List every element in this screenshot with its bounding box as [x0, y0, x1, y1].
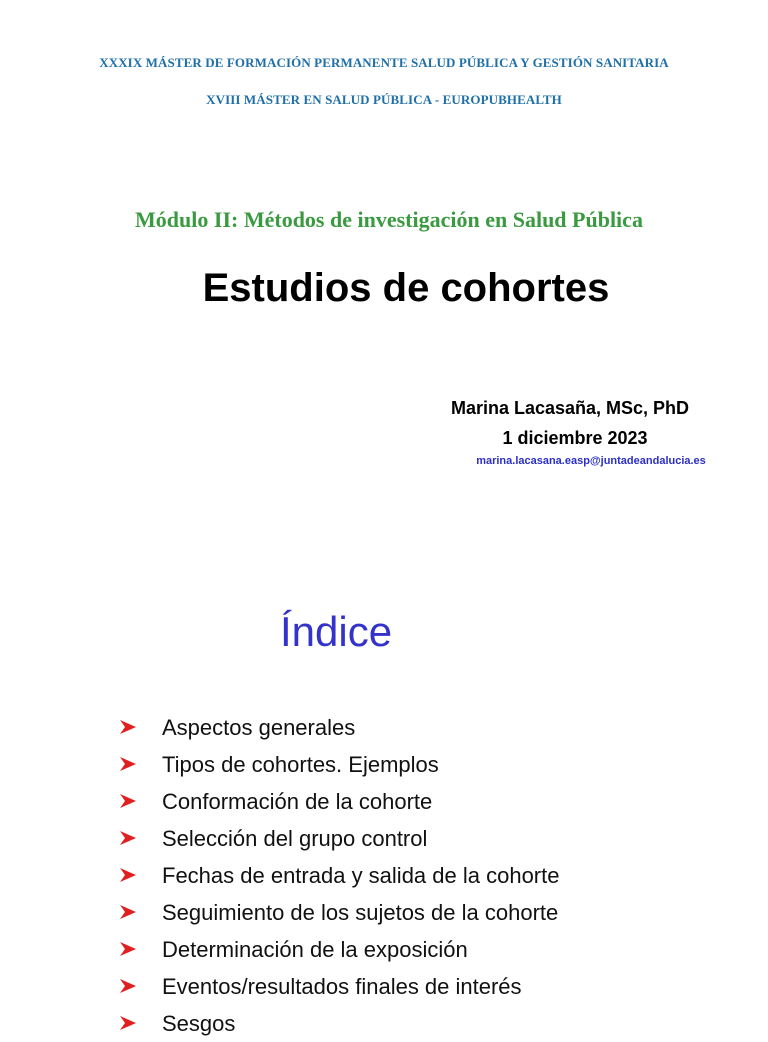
arrow-bullet-icon: [120, 757, 136, 771]
header-line-1: XXXIX MÁSTER DE FORMACIÓN PERMANENTE SALUD PÚBLICA Y GESTIÓN SANITARIA: [99, 55, 669, 70]
author-email-link[interactable]: marina.lacasana.easp@juntadeandalucia.es: [476, 455, 706, 467]
arrow-bullet-icon: [120, 1016, 136, 1030]
index-list: [120, 709, 720, 1042]
module-title: Módulo II: Métodos de investigación en Salud Pública: [135, 207, 643, 232]
index-item-label: Aspectos generales: [162, 715, 356, 740]
index-item-determinacion-exposicion: [120, 931, 720, 968]
index-item-aspectos-generales: [120, 709, 720, 746]
index-item-label: Determinación de la exposición: [162, 937, 468, 962]
presentation-date: 1 diciembre 2023: [502, 428, 648, 448]
index-item-seleccion-grupo-control: [120, 820, 720, 857]
arrow-bullet-icon: [120, 720, 136, 734]
index-title: Índice: [280, 608, 393, 655]
header-line-2: XVIII MÁSTER EN SALUD PÚBLICA - EUROPUBHEALTH: [206, 92, 562, 107]
index-item-label: Tipos de cohortes. Ejemplos: [162, 752, 439, 777]
arrow-bullet-icon: [120, 942, 136, 956]
author-block: [440, 396, 710, 467]
arrow-bullet-icon: [120, 905, 136, 919]
index-item-label: Fechas de entrada y salida de la cohorte: [162, 863, 560, 888]
index-item-label: Conformación de la cohorte: [162, 789, 433, 814]
index-item-label: Eventos/resultados finales de interés: [162, 974, 522, 999]
index-item-tipos-de-cohortes: [120, 746, 720, 783]
page-title: Estudios de cohortes: [202, 266, 610, 310]
index-item-conformacion: [120, 783, 720, 820]
index-item-seguimiento: [120, 894, 720, 931]
arrow-bullet-icon: [120, 868, 136, 882]
author-name: Marina Lacasaña, MSc, PhD: [450, 398, 690, 418]
index-item-label: Sesgos: [162, 1011, 236, 1036]
index-item-label: Selección del grupo control: [162, 826, 428, 851]
index-item-label: Seguimiento de los sujetos de la cohorte: [162, 900, 559, 925]
arrow-bullet-icon: [120, 794, 136, 808]
index-item-fechas-entrada-salida: [120, 857, 720, 894]
arrow-bullet-icon: [120, 979, 136, 993]
index-item-eventos-resultados: [120, 968, 720, 1005]
arrow-bullet-icon: [120, 831, 136, 845]
